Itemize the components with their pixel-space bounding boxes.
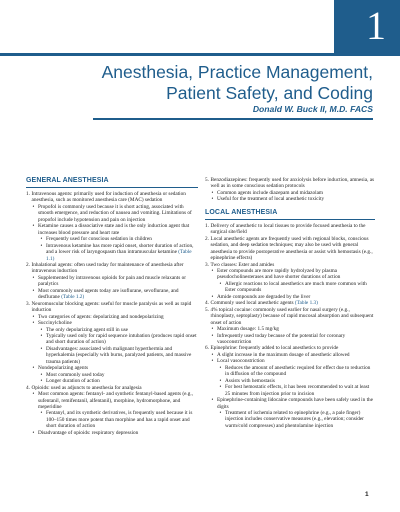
bullet-text: Longer duration of action xyxy=(46,378,100,385)
bullet-item xyxy=(205,268,375,281)
bullet-text: Supplemented by intravenous opioids for pain and muscle relaxants or paralytics xyxy=(38,274,186,288)
item-text-body: Opioids: used as adjuncts to anesthesia for analgesia xyxy=(31,384,142,391)
bullet-text: Most common agents: fentanyl- and synthetic fentanyl-based agents (e.g., sufentanil, remifentanil, alfentanil), morphine, hydromorphone, and meperidine xyxy=(38,391,193,410)
bullet-item xyxy=(26,243,198,262)
item-number: 5. xyxy=(205,306,209,313)
bullet-text: Disadvantages: associated with malignant hyperthermia and hyperkalemia (especially with burns, paralyzed patients, and massive trauma patients) xyxy=(46,345,192,365)
page-number: 1 xyxy=(365,491,369,498)
chapter-header xyxy=(0,0,400,56)
table-reference: (Table 1.1) xyxy=(46,249,192,262)
bullet-text: Maximum dosage: 1.5 mg/kg xyxy=(217,326,279,333)
bullet-text: Intravenous ketamine has more rapid onset, shorter duration of action, and a lower risk of laryngospasm than intramuscular ketamine xyxy=(46,242,194,256)
chapter-rule xyxy=(0,53,334,56)
bullet-text: Assists with hemostasis xyxy=(225,377,275,384)
list-item xyxy=(205,223,375,236)
bullet-item xyxy=(26,430,198,436)
bullet-text: Useful for the treatment of local anesthetic toxicity xyxy=(217,196,325,203)
bullet-text: Fentanyl, and its synthetic derivatives, is frequently used because it is 100–150 times more potent than morphine and has a rapid onset and short duration of action xyxy=(46,410,193,430)
list-item xyxy=(26,301,198,314)
item-text xyxy=(32,262,199,275)
item-text-body: Local anesthetic agents are frequently used with regional blocks, conscious sedation, and deep sedation techniques; may also be used with general anesthesia to provide postoperative anesthesia or assist with hemostasis (e.g., epinephrine effects) xyxy=(210,235,373,262)
bullet-text: Common agents include diazepam and midazolam xyxy=(217,189,323,196)
bullet-text: Amide compounds are degraded by the liver xyxy=(217,293,311,300)
title-rule xyxy=(93,118,373,120)
list-item xyxy=(26,262,198,275)
bullet-item xyxy=(26,410,198,429)
table-reference: (Table 1.3) xyxy=(294,300,318,307)
item-number: 1. xyxy=(26,191,30,197)
table-reference: (Table 1.2) xyxy=(61,294,85,301)
chapter-title: Anesthesia, Practice Management, Patient Safety, and Coding xyxy=(101,62,373,103)
item-text-body: Benzodiazepines: frequently used for anxiolysis before induction, amnesia, as well as in some conscious sedation protocols xyxy=(210,177,375,190)
section-heading-local-anesthesia: LOCAL ANESTHESIA xyxy=(205,209,375,220)
local-anesthesia-list xyxy=(205,223,375,430)
item-number: 1. xyxy=(205,222,209,229)
list-item xyxy=(205,307,375,326)
item-text-body: 4% topical cocaine: commonly used earlier for nasal surgery (e.g., rhinoplasty, septoplasty) because of rapid mucosal absorption and subsequent onset of action xyxy=(210,306,374,326)
chapter-author: Donald W. Buck II, M.D. FACS xyxy=(252,104,373,114)
bullet-item xyxy=(205,384,375,397)
bullet-text: Nondepolarizing agents xyxy=(38,365,89,372)
right-column xyxy=(205,177,375,429)
bullet-item xyxy=(205,196,375,202)
item-text-body: Inhalational agents: often used today for maintenance of anesthesia after intravenous induction xyxy=(31,261,184,275)
chapter-tab xyxy=(334,0,400,56)
item-number: 6. xyxy=(205,345,209,352)
left-column xyxy=(26,177,198,436)
item-text xyxy=(32,301,199,314)
general-anesthesia-list xyxy=(26,191,198,436)
bullet-text: Most commonly used today xyxy=(46,371,105,378)
item-text xyxy=(211,307,376,326)
bullet-item xyxy=(26,204,198,223)
bullet-item xyxy=(205,365,375,378)
benzodiazepines-item xyxy=(205,177,375,203)
item-text xyxy=(211,177,376,190)
item-number: 2. xyxy=(26,261,30,268)
item-number: 3. xyxy=(205,261,209,268)
list-item xyxy=(205,177,375,190)
item-number: 2. xyxy=(205,235,209,242)
bullet-text: Epinephrine-containing lidocaine compounds have been safely used in the digits xyxy=(217,397,373,410)
bullet-text: Propofol is commonly used because it is short acting, associated with smooth emergence, and reduction of nausea and vomiting. Limitations of propofol include hypotension and pain on injection xyxy=(38,203,192,223)
bullet-text: Two categories of agents: depolarizing and nondepolarizing xyxy=(38,313,164,320)
bullet-item xyxy=(205,333,375,346)
bullet-item xyxy=(26,391,198,410)
bullet-item xyxy=(26,275,198,288)
bullet-text: Ketamine causes a dissociative state and is the only induction agent that increases blood pressure and heart rate xyxy=(38,223,190,236)
bullet-text: Most commonly used agents today are isoflurane, sevoflurane, and desflurane xyxy=(38,287,179,301)
bullet-text: A slight increase in the maximum dosage of anesthetic allowed xyxy=(217,351,350,358)
bullet-item xyxy=(205,281,375,294)
item-number: 4. xyxy=(205,300,209,307)
list-item xyxy=(205,236,375,262)
bullet-text: Treatment of ischemia related to epinephrine (e.g., a pale finger) injection includes conservative measures (e.g., elevation; consider warm/cold compresses) and phentolamine injection xyxy=(225,409,364,429)
item-text-body: Commonly used local anesthetic agents xyxy=(210,300,294,307)
bullet-item xyxy=(205,397,375,410)
bullet-item xyxy=(205,410,375,429)
bullet-item xyxy=(26,333,198,346)
bullet-text: Frequently used for conscious sedation in children xyxy=(46,236,152,243)
bullet-item xyxy=(26,223,198,236)
bullet-text: Succinylcholine xyxy=(38,320,72,327)
item-text-body: Two classes: Ester and amides xyxy=(210,261,275,268)
bullet-text: Local vasoconstriction xyxy=(217,358,265,365)
section-heading-general-anesthesia: GENERAL ANESTHESIA xyxy=(26,177,198,188)
item-text-body: Delivery of anesthetic to local tissues to provide focused anesthesia to the surgical site/field xyxy=(210,222,366,236)
item-text-body: Epinephrine: frequently added to local anesthetics to provide xyxy=(210,345,339,352)
bullet-text: Allergic reactions to local anesthetics are much more common with Ester compounds xyxy=(225,280,367,294)
bullet-text: For best hemostatic effects, it has been recommended to wait at least 25 minutes from injection prior to incision xyxy=(225,384,370,397)
item-text-body: Neuromuscular blocking agents: useful for muscle paralysis as well as rapid induction xyxy=(31,300,192,314)
bullet-text: The only depolarizing agent still in use xyxy=(46,326,128,333)
chapter-number: 1 xyxy=(366,3,386,48)
bullet-text: Infrequently used today because of the potential for coronary vasoconstriction xyxy=(217,332,346,345)
bullet-text: Typically used only for rapid sequence intubation (produces rapid onset and short duration of action) xyxy=(46,332,197,346)
item-text xyxy=(211,236,376,262)
bullet-text: Disadvantage of opioids: respiratory depression xyxy=(38,429,139,436)
list-item xyxy=(26,191,198,204)
item-text-body: Intravenous agents: primarily used for induction of anesthesia or sedation anesthesia, such as monitored anesthesia care (MAC) sedation xyxy=(31,191,186,204)
bullet-item xyxy=(26,346,198,365)
bullet-text: Ester compounds are more rapidly hydrolyzed by plasma pseudocholinesterases and have shorter durations of action xyxy=(217,267,341,281)
item-text xyxy=(32,191,199,204)
item-number: 5. xyxy=(205,177,209,183)
bullet-text: Reduces the amount of anesthetic required for effect due to reduction in diffusion of the compound xyxy=(225,364,371,378)
bullet-item xyxy=(26,288,198,301)
item-number: 3. xyxy=(26,300,30,307)
item-number: 4. xyxy=(26,384,30,391)
item-text xyxy=(211,223,376,236)
